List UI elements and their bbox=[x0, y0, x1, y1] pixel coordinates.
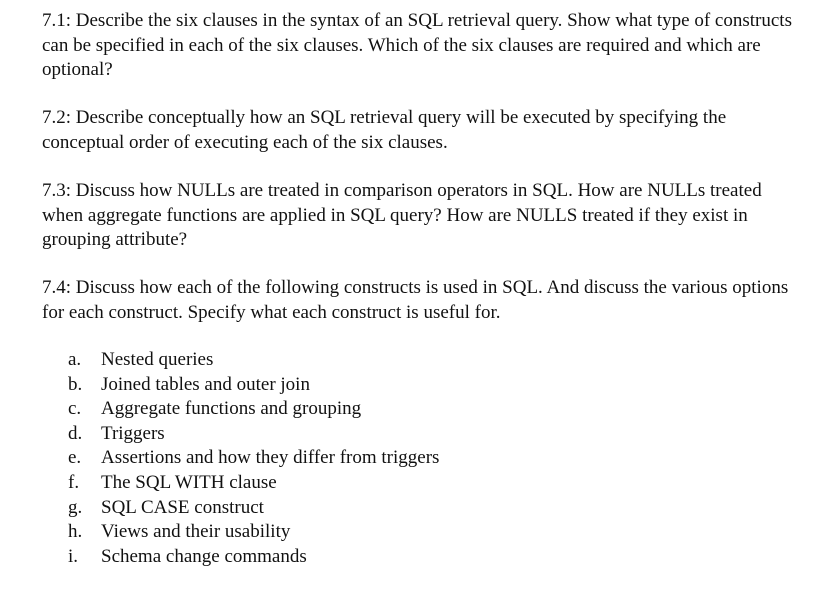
list-marker: e. bbox=[68, 447, 82, 469]
list-item bbox=[68, 397, 439, 422]
list-marker: f. bbox=[68, 471, 80, 493]
list-item-text: Schema change commands bbox=[101, 545, 307, 567]
list-marker: g. bbox=[68, 496, 83, 518]
list-marker: d. bbox=[68, 422, 83, 444]
list-item bbox=[68, 446, 439, 471]
list-item-text: The SQL WITH clause bbox=[101, 471, 277, 493]
list-item bbox=[68, 496, 439, 521]
list-item bbox=[68, 545, 439, 570]
list-item-text: Triggers bbox=[101, 422, 165, 444]
question-7-3: 7.3: Discuss how NULLs are treated in comparison operators in SQL. How are NULLs treated when aggregate functions are applied in SQL query? How are NULLS treated if they exist in grouping attribute? bbox=[42, 180, 762, 250]
list-item bbox=[68, 471, 439, 496]
list-item bbox=[68, 348, 439, 373]
question-7-4: 7.4: Discuss how each of the following constructs is used in SQL. And discuss the various options for each construct. Specify what each construct is useful for. bbox=[42, 277, 789, 323]
question-7-2: 7.2: Describe conceptually how an SQL retrieval query will be executed by specifying the conceptual order of executing each of the six clauses. bbox=[42, 107, 727, 153]
list-item-text: Joined tables and outer join bbox=[101, 373, 310, 395]
list-item-text: Aggregate functions and grouping bbox=[101, 398, 362, 420]
construct-list bbox=[68, 348, 439, 569]
list-marker: c. bbox=[68, 398, 82, 420]
question-7-1: 7.1: Describe the six clauses in the syntax of an SQL retrieval query. Show what type of constructs can be specified in each of the six clauses. Which of the six clauses are required and which are optional? bbox=[42, 10, 792, 80]
list-item-text: Nested queries bbox=[101, 349, 214, 370]
list-item bbox=[68, 373, 439, 398]
list-item-text: Views and their usability bbox=[101, 521, 291, 543]
list-marker: a. bbox=[68, 349, 82, 370]
list-marker: h. bbox=[68, 521, 83, 543]
list-item-text: Assertions and how they differ from triggers bbox=[101, 447, 440, 469]
list-item bbox=[68, 422, 439, 447]
list-marker: i. bbox=[68, 545, 79, 567]
list-item-text: SQL CASE construct bbox=[101, 496, 264, 518]
list-marker: b. bbox=[68, 373, 83, 395]
list-item bbox=[68, 520, 439, 545]
